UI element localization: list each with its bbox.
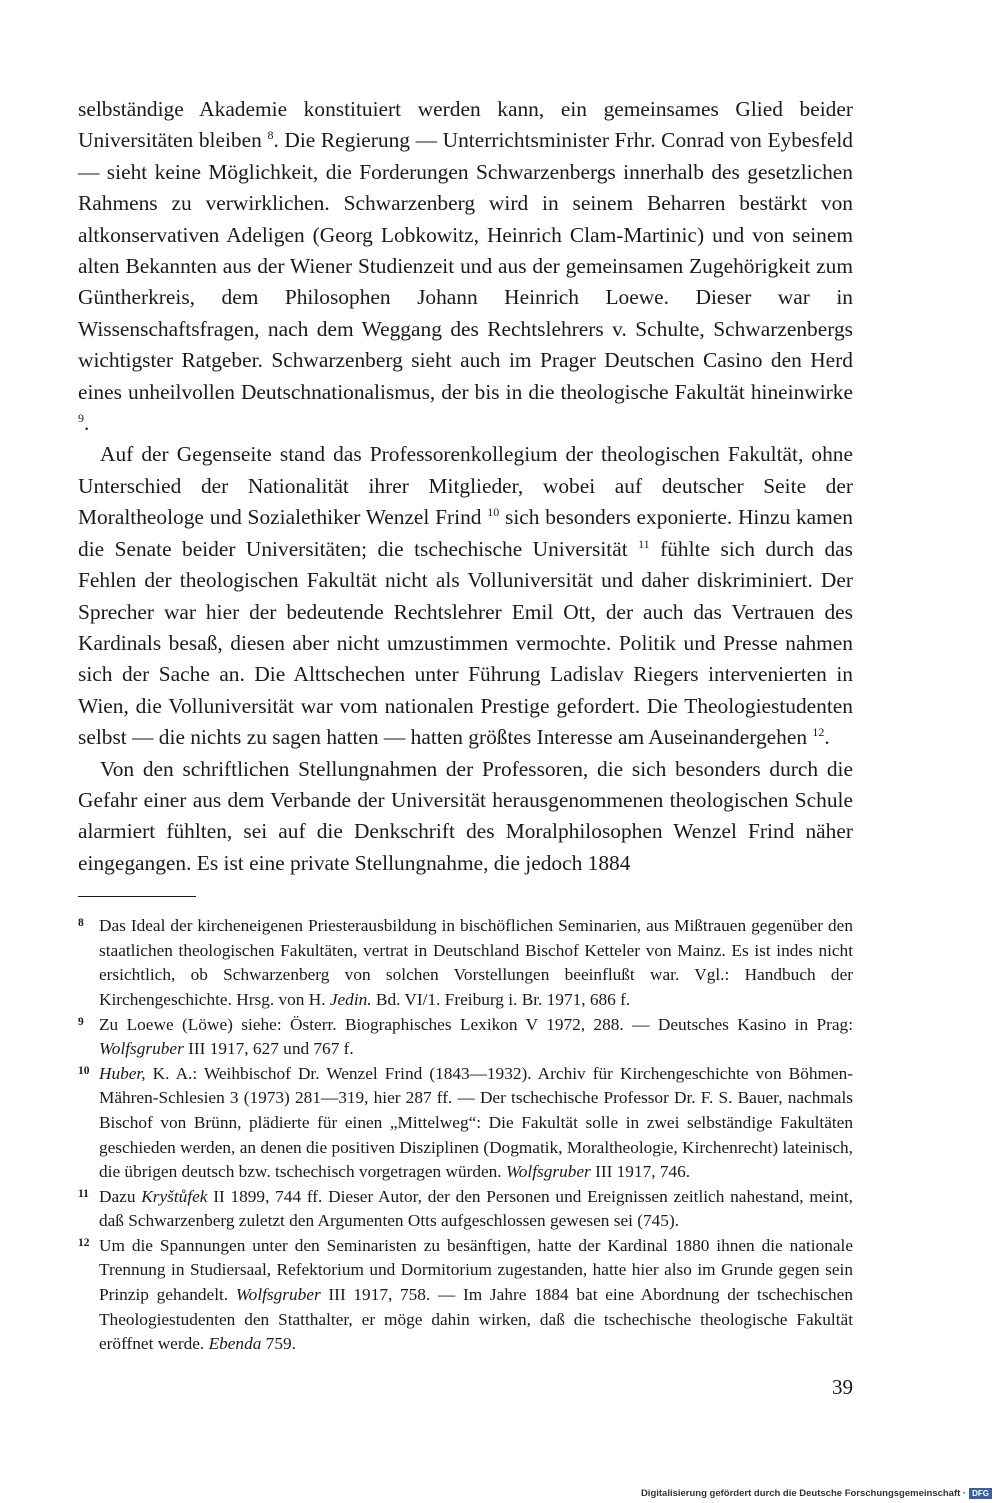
- paragraph-text: .: [824, 725, 830, 750]
- footnote-ref-10[interactable]: 10: [487, 505, 500, 520]
- footnote-author: Huber,: [99, 1063, 146, 1083]
- footnote-author: Jedin.: [329, 989, 372, 1009]
- document-page: [78, 94, 853, 1357]
- footnote-text: III 1917, 758. — Im Jahre 1884 bat eine Abordnung der tschechischen Theologiestudenten den Statthalter, er möge dahin wirken, daß die tschechische theologische Fakultät eröffnet werde.: [99, 1285, 853, 1354]
- footnote-text: Das Ideal der kircheneigenen Priesterausbildung in bischöflichen Seminarien, aus Mißtrauen gegenüber den staatlichen theologischen Fakultäten, vertrat in Deutschland Bischof Ketteler von Mainz. Es ist indes nicht ersichtlich, ob Schwarzenberg von solchen Vorstellungen beeinflußt war. Vgl.: Handbuch der Kirchengeschichte. Hrsg. von H.: [99, 916, 853, 1009]
- paragraph-text: .: [84, 411, 90, 436]
- footnote-divider: [78, 896, 196, 897]
- footnote-text: Um die Spannungen unter den Seminaristen zu besänftigen, hatte der Kardinal 1880 ihnen die nationale Trennung in Studiersaal, Refektorium und Dormitorium zugestanden, hatte hier also im Grunde gegen sein Prinzip gehandelt.: [99, 1235, 853, 1305]
- paragraph-2: [78, 439, 853, 753]
- footnote-ref-11[interactable]: 11: [638, 536, 650, 551]
- footnote-number: 11: [78, 1187, 89, 1200]
- footnote-number: 10: [78, 1064, 90, 1077]
- paragraph-text: fühlte sich durch das Fehlen der theologischen Fakultät nicht als Volluniversität und daher diskriminiert. Der Sprecher war hier der bedeutende Rechtslehrer Emil Ott, der auch das Vertrauen des Kardinals besaß, diesen aber nicht umzustimmen vermochte. Politik und Presse nahmen sich der Sache an. Die Alttschechen unter Führung Ladislav Riegers intervenierten in Wien, die Volluniversität war vom nationalen Prestige gefordert. Die Theologiestudenten selbst — die nichts zu sagen hatten — hatten größtes Interesse am Auseinandergehen: [78, 536, 853, 750]
- footnote-author: Wolfsgruber: [505, 1162, 591, 1182]
- footnote-text: Zu Loewe (Löwe) siehe: Österr. Biographisches Lexikon V 1972, 288. — Deutsches Kasino in Prag:: [99, 1014, 853, 1034]
- footnote-text: K. A.: Weihbischof Dr. Wenzel Frind (1843—1932). Archiv für Kirchengeschichte von Böhmen-Mähren-Schlesien 3 (1973) 281—319, hier 287 ff. — Der tschechische Professor Dr. F. S. Bauer, nachmals Bischof von Brünn, plädierte für einen „Mittelweg“: Die Fakultät solle in zwei selbständige Fakultäten geschieden werden, an denen die positiven Disziplinen (Dogmatik, Moraltheologie, Kirchenrecht) lateinisch, die übrigen deutsch bzw. tschechisch vorgetragen würden.: [99, 1063, 853, 1182]
- footnote-8: [78, 914, 853, 1012]
- footnote-author: Wolfsgruber: [235, 1285, 321, 1305]
- footnote-author: Ebenda: [208, 1334, 262, 1354]
- footnote-ref-12[interactable]: 12: [812, 725, 825, 740]
- credit-text: Digitalisierung gefördert durch die Deutsche Forschungsgemeinschaft: [640, 1488, 961, 1500]
- paragraph-text: selbständige Akademie konstituiert werden kann, ein gemeinsames Glied beider Universitäten bleiben: [78, 97, 853, 153]
- body-text: [78, 94, 853, 879]
- paragraph-1: [78, 94, 853, 439]
- dfg-credit: Digitalisierung gefördert durch die Deutsche Forschungsgemeinschaft · DFG: [641, 1488, 992, 1499]
- page-number: 39: [832, 1375, 853, 1399]
- footnote-number: 9: [78, 1015, 84, 1028]
- footnote-text: Dazu: [99, 1186, 142, 1206]
- footnote-ref-8[interactable]: 8: [267, 128, 274, 143]
- paragraph-text: Auf der Gegenseite stand das Professorenkollegium der theologischen Fakultät, ohne Unterschied der Nationalität ihrer Mitglieder, wobei auf deutscher Seite der Moraltheologe und Sozialethiker Wenzel Frind: [78, 442, 853, 530]
- paragraph-text: . Die Regierung — Unterrichtsminister Frhr. Conrad von Eybesfeld — sieht keine Möglichkeit, die Forderungen Schwarzenbergs innerhalb des gesetzlichen Rahmens zu verwirklichen. Schwarzenberg wird in seinem Beharren bestärkt von altkonservativen Adeligen (Georg Lobkowitz, Heinrich Clam-Martinic) und von seinem alten Bekannten aus der Wiener Studienzeit und aus der gemeinsamen Zugehörigkeit zum Güntherkreis, dem Philosophen Johann Heinrich Loewe. Dieser war in Wissenschaftsfragen, nach dem Weggang des Rechtslehrers v. Schulte, Schwarzenbergs wichtigster Ratgeber. Schwarzenberg sieht auch im Prager Deutschen Casino den Herd eines unheilvollen Deutschnationalismus, der bis in die theologische Fakultät hineinwirke: [78, 128, 853, 404]
- footnote-12: [78, 1234, 853, 1357]
- footnote-ref-9[interactable]: 9: [78, 411, 84, 426]
- paragraph-text: sich besonders exponierte. Hinzu kamen die Senate beider Universitäten; die tschechische Universität: [78, 505, 853, 561]
- footnote-number: 12: [78, 1236, 90, 1249]
- footnote-text: III 1917, 746.: [590, 1162, 691, 1182]
- footnote-text: Bd. VI/1. Freiburg i. Br. 1971, 686 f.: [371, 989, 631, 1009]
- footnotes: [78, 914, 853, 1357]
- paragraph-text: Von den schriftlichen Stellungnahmen der Professoren, die sich besonders durch die Gefahr einer aus dem Verbande der Universität herausgenommenen theologischen Schule alarmiert fühlten, sei auf die Denkschrift des Moralphilosophen Wenzel Frind näher eingegangen. Es ist eine private Stellungnahme, die jedoch 1884: [78, 756, 853, 875]
- footnote-text: 759.: [261, 1334, 296, 1354]
- paragraph-3: [78, 754, 853, 880]
- footnote-11: [78, 1185, 853, 1234]
- footnote-number: 8: [78, 917, 84, 930]
- footnote-text: II 1899, 744 ff. Dieser Autor, der den Personen und Ereignissen zeitlich nahestand, meint, daß Schwarzenberg zuletzt den Argumenten Otts aufgeschlossen gewesen sei (745).: [99, 1186, 853, 1231]
- footnote-author: Wolfsgruber: [99, 1039, 184, 1059]
- footnote-9: [78, 1013, 853, 1062]
- dfg-logo-icon: DFG: [969, 1488, 992, 1499]
- footnote-text: III 1917, 627 und 767 f.: [183, 1039, 354, 1059]
- footnote-10: [78, 1062, 853, 1185]
- footnote-author: Kryštůfek: [141, 1186, 208, 1206]
